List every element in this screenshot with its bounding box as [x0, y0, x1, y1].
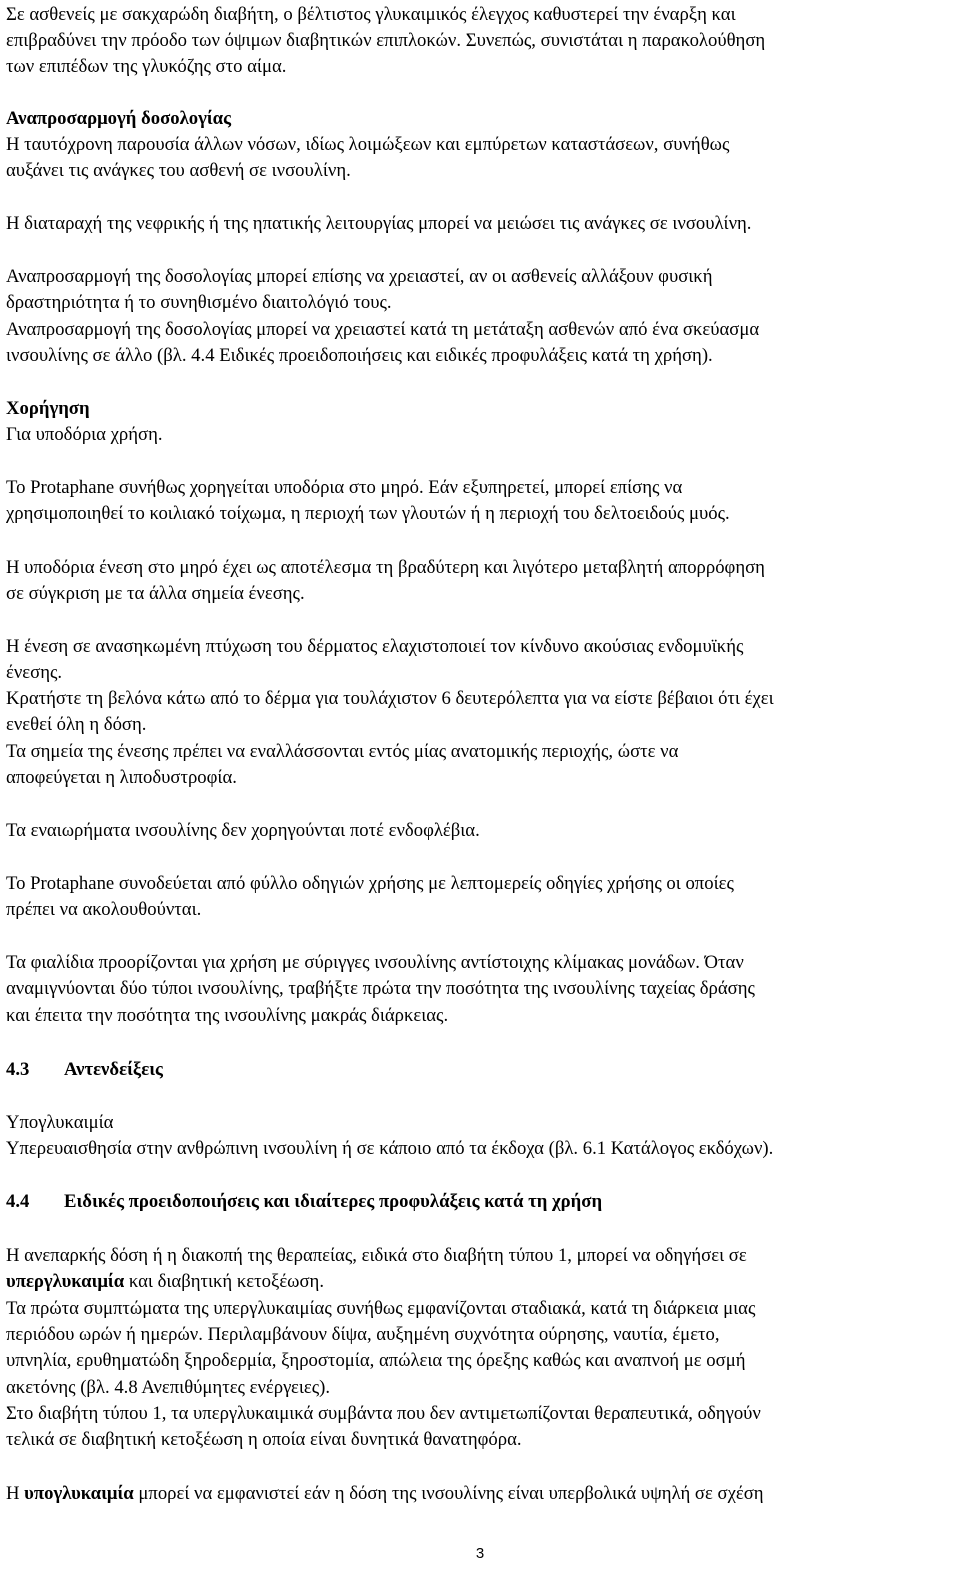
- paragraph-line: Τα φιαλίδια προορίζονται για χρήση με σύριγγες ινσουλίνης αντίστοιχης κλίμακας μονάδων. Όταν: [6, 952, 744, 973]
- section-heading-4-3: [6, 1057, 163, 1083]
- subheading-administration: Χορήγηση: [6, 398, 90, 419]
- text-run: μπορεί να εμφανιστεί εάν η δόση της ινσουλίνης είναι υπερβολικά υψηλή σε σχέση: [133, 1483, 764, 1504]
- paragraph-line: χρησιμοποιηθεί το κοιλιακό τοίχωμα, η περιοχή των γλουτών ή η περιοχή του δελτοειδούς μυός.: [6, 503, 730, 524]
- section-number: 4.3: [6, 1059, 30, 1080]
- paragraph-line: Η διαταραχή της νεφρικής ή της ηπατικής λειτουργίας μπορεί να μειώσει τις ανάγκες σε ινσουλίνη.: [6, 213, 752, 234]
- paragraph-line: Το Protaphane συνήθως χορηγείται υποδόρια στο μηρό. Εάν εξυπηρετεί, μπορεί επίσης να: [6, 477, 683, 498]
- paragraph-line: Για υποδόρια χρήση.: [6, 424, 163, 445]
- paragraph-line: Υπογλυκαιμία: [6, 1112, 114, 1133]
- bold-term: υπογλυκαιμία: [24, 1483, 134, 1504]
- paragraph-line: ενεθεί όλη η δόση.: [6, 714, 147, 735]
- paragraph-line: Αναπροσαρμογή της δοσολογίας μπορεί επίσης να χρειαστεί, αν οι ασθενείς αλλάξουν φυσική: [6, 266, 713, 287]
- paragraph-line: [6, 1481, 764, 1507]
- paragraph-line: σε σύγκριση με τα άλλα σημεία ένεσης.: [6, 583, 305, 604]
- paragraph-line: ινσουλίνης σε άλλο (βλ. 4.4 Ειδικές προειδοποιήσεις και ειδικές προφυλάξεις κατά τη χρήση).: [6, 345, 713, 366]
- paragraph-line: Τα εναιωρήματα ινσουλίνης δεν χορηγούνται ποτέ ενδοφλέβια.: [6, 820, 480, 841]
- paragraph-line: [6, 1269, 324, 1295]
- paragraph-line: και έπειτα την ποσότητα της ινσουλίνης μακράς διάρκειας.: [6, 1005, 449, 1026]
- paragraph-line: ένεσης.: [6, 662, 63, 683]
- paragraph-line: Κρατήστε τη βελόνα κάτω από το δέρμα για τουλάχιστον 6 δευτερόλεπτα για να είστε βέβαιοι ότι έχει: [6, 688, 774, 709]
- paragraph-line: Αναπροσαρμογή της δοσολογίας μπορεί να χρειαστεί κατά τη μετάταξη ασθενών από ένα σκεύασμα: [6, 319, 760, 340]
- paragraph-line: τελικά σε διαβητική κετοξέωση η οποία είναι δυνητικά θανατηφόρα.: [6, 1429, 522, 1450]
- paragraph-line: πρέπει να ακολουθούνται.: [6, 899, 202, 920]
- page-number: 3: [475, 1545, 485, 1562]
- paragraph-line: αναμιγνύονται δύο τύποι ινσουλίνης, τραβήξτε πρώτα την ποσότητα της ινσουλίνης ταχείας δράσης: [6, 978, 755, 999]
- paragraph-line: αποφεύγεται η λιποδυστροφία.: [6, 767, 237, 788]
- section-title: Αντενδείξεις: [64, 1059, 163, 1080]
- paragraph-line: Υπερευαισθησία στην ανθρώπινη ινσουλίνη ή σε κάποιο από τα έκδοχα (βλ. 6.1 Κατάλογος εκδόχων).: [6, 1138, 774, 1159]
- paragraph-line: Η ανεπαρκής δόση ή η διακοπή της θεραπείας, ειδικά στο διαβήτη τύπου 1, μπορεί να οδηγήσει σε: [6, 1245, 747, 1266]
- paragraph-line: περιόδου ωρών ή ημερών. Περιλαμβάνουν δίψα, αυξημένη συχνότητα ούρησης, ναυτία, έμετο,: [6, 1324, 720, 1345]
- paragraph-line: των επιπέδων της γλυκόζης στο αίμα.: [6, 56, 287, 77]
- text-run: και διαβητική κετοξέωση.: [124, 1271, 324, 1292]
- paragraph-line: Στο διαβήτη τύπου 1, τα υπεργλυκαιμικά συμβάντα που δεν αντιμετωπίζονται θεραπευτικά, οδηγούν: [6, 1403, 761, 1424]
- paragraph-line: Το Protaphane συνοδεύεται από φύλλο οδηγιών χρήσης με λεπτομερείς οδηγίες χρήσης οι οποίες: [6, 873, 734, 894]
- section-number: 4.4: [6, 1191, 30, 1212]
- paragraph-line: Η ένεση σε ανασηκωμένη πτύχωση του δέρματος ελαχιστοποιεί τον κίνδυνο ακούσιας ενδομυϊκής: [6, 636, 744, 657]
- paragraph-line: δραστηριότητα ή το συνηθισμένο διαιτολόγιό τους.: [6, 292, 392, 313]
- section-heading-4-4: [6, 1189, 602, 1215]
- paragraph-line: Η υποδόρια ένεση στο μηρό έχει ως αποτέλεσμα τη βραδύτερη και λιγότερο μεταβλητή απορρόφηση: [6, 557, 765, 578]
- paragraph-line: αυξάνει τις ανάγκες του ασθενή σε ινσουλίνη.: [6, 160, 351, 181]
- subheading-dose-adjustment: Αναπροσαρμογή δοσολογίας: [6, 108, 231, 129]
- paragraph-line: Τα πρώτα συμπτώματα της υπεργλυκαιμίας συνήθως εμφανίζονται σταδιακά, κατά τη διάρκεια μιας: [6, 1298, 756, 1319]
- paragraph-line: ακετόνης (βλ. 4.8 Ανεπιθύμητες ενέργειες).: [6, 1377, 331, 1398]
- text-run: Η: [6, 1483, 25, 1504]
- paragraph-line: Η ταυτόχρονη παρουσία άλλων νόσων, ιδίως λοιμώξεων και εμπύρετων καταστάσεων, συνήθως: [6, 134, 730, 155]
- bold-term: υπεργλυκαιμία: [6, 1271, 125, 1292]
- paragraph-line: Σε ασθενείς με σακχαρώδη διαβήτη, ο βέλτιστος γλυκαιμικός έλεγχος καθυστερεί την έναρξη και: [6, 4, 736, 25]
- paragraph-line: επιβραδύνει την πρόοδο των όψιμων διαβητικών επιπλοκών. Συνεπώς, συνιστάται η παρακολούθηση: [6, 30, 766, 51]
- paragraph-line: υπνηλία, ερυθηματώδη ξηροδερμία, ξηροστομία, απώλεια της όρεξης καθώς και αναπνοή με οσμή: [6, 1350, 746, 1371]
- section-title: Ειδικές προειδοποιήσεις και ιδιαίτερες προφυλάξεις κατά τη χρήση: [64, 1191, 603, 1212]
- paragraph-line: Τα σημεία της ένεσης πρέπει να εναλλάσσονται εντός μίας ανατομικής περιοχής, ώστε να: [6, 741, 679, 762]
